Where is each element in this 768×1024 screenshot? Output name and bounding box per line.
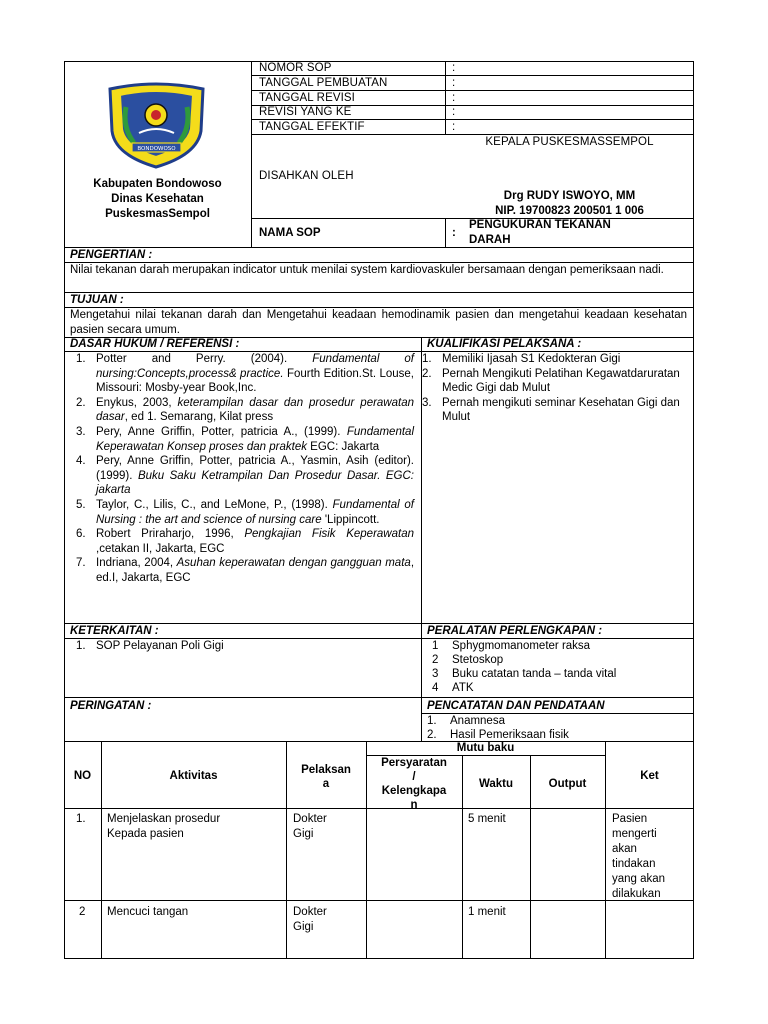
bondowoso-logo (104, 81, 209, 169)
peringatan-title: PERINGATAN : (70, 700, 152, 712)
col-header-pelaksana-1: Pelaksan (301, 764, 351, 776)
field-label-tanggal-efektif: TANGGAL EFEKTIF (259, 121, 365, 133)
field-label-tanggal-pembuatan: TANGGAL PEMBUATAN (259, 77, 388, 89)
row1-no: 1. (76, 813, 86, 825)
kepala-puskesmas: KEPALA PUSKESMASSEMPOL (485, 136, 654, 148)
pencatatan-item-text: Anamnesa (450, 715, 505, 727)
reference-title: keterampilan dasar dan prosedur perawatan dasar (96, 396, 414, 424)
pengertian-title: PENGERTIAN : (70, 249, 153, 261)
field-value-revisi-yang-ke: : (452, 106, 456, 118)
reference-publisher: Fourth Edition.St. Louse, Missouri: Mosby-year Book,Inc. (96, 367, 414, 395)
tujuan-title: TUJUAN : (70, 294, 124, 306)
reference-item (68, 396, 414, 425)
pencatatan-item-number: 1. (427, 715, 437, 727)
nama-sop-title-line2: DARAH (469, 234, 511, 246)
table-row-line (64, 900, 694, 901)
reference-number: 5. (76, 498, 86, 511)
signer-name: Drg RUDY ISWOYO, MM (503, 190, 636, 202)
peralatan-item-text: Sphygmomanometer raksa (452, 640, 591, 652)
row2-no: 2 (79, 906, 86, 918)
peralatan-item-number: 2 (432, 654, 439, 666)
col-header-persyaratan-1: Persyaratan (381, 757, 447, 769)
col-header-output: Output (548, 778, 587, 790)
nama-sop-title-line1: PENGUKURAN TEKANAN (469, 219, 611, 231)
reference-number: 1. (76, 353, 86, 365)
field-value-tanggal-efektif: : (452, 121, 456, 133)
field-label-revisi-yang-ke: REVISI YANG KE (259, 106, 352, 118)
kualifikasi-number: 3. (422, 396, 432, 409)
nama-sop-colon: : (452, 227, 456, 239)
header-divider-logo (251, 61, 252, 247)
reference-title: Asuhan keperawatan dengan gangguan mata (176, 557, 411, 570)
reference-publisher: EGC: Jakarta (306, 440, 380, 453)
row1-ket-line: akan (612, 843, 637, 855)
peralatan-item-number: 1 (432, 640, 439, 652)
reference-publisher: 'Lippincott. (321, 513, 380, 526)
peralatan-item-number: 3 (432, 668, 439, 680)
pencatatan-title: PENCATATAN DAN PENDATAAN (427, 700, 605, 712)
reference-number: 7. (76, 557, 86, 570)
reference-number: 3. (76, 425, 86, 438)
row1-pelaksana-line1: Dokter (293, 813, 327, 825)
row2-pelaksana-line2: Gigi (293, 921, 314, 933)
disahkan-oleh-label: DISAHKAN OLEH (259, 170, 354, 182)
org-name-line1: Kabupaten Bondowoso (93, 178, 222, 190)
pencatatan-item-number: 2. (427, 729, 437, 741)
reference-number: 6. (76, 528, 86, 541)
kualifikasi-number: 1. (422, 353, 432, 365)
reference-list (68, 352, 414, 586)
border-bottom (64, 958, 694, 959)
row1-waktu: 5 menit (468, 813, 506, 825)
section-line (64, 292, 694, 293)
col-header-persyaratan-4: n (410, 799, 418, 811)
row1-aktivitas-line2: Kepada pasien (107, 828, 184, 840)
reference-text: Potter and Perry. (2004). (96, 353, 313, 365)
header-divider-nama (445, 218, 446, 247)
col-header-aktivitas: Aktivitas (169, 770, 218, 782)
col-header-mutu-baku: Mutu baku (456, 742, 515, 754)
reference-text: Pery, Anne Griffin, Potter, patricia A., (1999). (96, 425, 347, 438)
peralatan-item-number: 4 (432, 682, 439, 694)
keterkaitan-title: KETERKAITAN : (70, 625, 159, 637)
peralatan-item-text: Buku catatan tanda – tanda vital (452, 668, 617, 680)
tujuan-text: Mengetahui nilai tekanan darah dan Mengetahui keadaan hemodinamik pasien dan mengetahui keadaan kesehatan pasien secara umum. (70, 309, 687, 336)
reference-item (68, 425, 414, 454)
field-label-nomor-sop: NOMOR SOP (259, 62, 332, 74)
field-value-tanggal-revisi: : (452, 92, 456, 104)
pengertian-text: Nilai tekanan darah merupakan indicator untuk menilai system kardiovaskuler bersamaan dengan pemeriksaan nadi. (70, 264, 664, 276)
col-header-ket: Ket (640, 770, 659, 782)
reference-text: Pery, Anne Griffin, Potter, patricia A., Yasmin, Asih (editor). (1999). (96, 455, 414, 482)
row1-ket-line: mengerti (612, 828, 657, 840)
org-name-line3: PuskesmasSempol (105, 208, 210, 220)
row2-aktivitas: Mencuci tangan (107, 906, 189, 918)
logo-text: BONDOWOSO (137, 146, 176, 152)
peralatan-item-text: Stetoskop (452, 654, 504, 666)
row2-waktu: 1 menit (468, 906, 506, 918)
peralatan-item-text: ATK (452, 682, 474, 694)
reference-publisher: ,cetakan II, Jakarta, EGC (96, 542, 225, 555)
reference-title: Fundamental of Nursing : the art and science of nursing care (96, 498, 414, 526)
peralatan-title: PERALATAN PERLENGKAPAN : (427, 625, 603, 637)
reference-text: Enykus, 2003, (96, 396, 178, 409)
row1-pelaksana-line2: Gigi (293, 828, 314, 840)
reference-item (68, 556, 414, 585)
kualifikasi-item (422, 367, 686, 396)
kualifikasi-list (422, 352, 686, 425)
pencatatan-item-text: Hasil Pemeriksaan fisik (450, 729, 569, 741)
keterkaitan-item-number: 1. (76, 640, 86, 652)
field-value-nomor-sop: : (452, 62, 456, 74)
row1-ket-line: dilakukan (612, 888, 661, 900)
nama-sop-label: NAMA SOP (259, 227, 321, 239)
reference-number: 2. (76, 396, 86, 409)
col-header-persyaratan-2: / (412, 771, 416, 783)
kualifikasi-text: Pernah mengikuti seminar Kesehatan Gigi dan Mulut (442, 396, 680, 424)
reference-text: Indriana, 2004, (96, 557, 177, 570)
keterkaitan-item-text: SOP Pelayanan Poli Gigi (96, 640, 224, 652)
row1-ket-line: tindakan (612, 858, 656, 870)
reference-publisher: , ed 1. Semarang, Kilat press (124, 411, 274, 424)
col-header-waktu: Waktu (478, 778, 514, 790)
col-header-no: NO (73, 770, 92, 782)
kualifikasi-number: 2. (422, 367, 432, 380)
dasar-hukum-title: DASAR HUKUM / REFERENSI : (70, 338, 240, 350)
reference-title: Buku Saku Ketrampilan Dan Prosedur Dasar. EGC: jakarta (96, 469, 414, 497)
kualifikasi-text: Memiliki Ijasah S1 Kedokteran Gigi (442, 353, 621, 365)
reference-item (68, 498, 414, 527)
kualifikasi-text: Pernah Mengikuti Pelatihan Kegawatdaruratan Medic Gigi dab Mulut (442, 367, 680, 395)
kualifikasi-item (422, 396, 686, 425)
reference-item (68, 352, 414, 396)
reference-title: Fundamental Keperawatan Konsep proses dan praktek (96, 425, 414, 453)
header-divider-fields (445, 61, 446, 134)
field-value-tanggal-pembuatan: : (452, 77, 456, 89)
reference-text: Robert Priraharjo, 1996, (96, 528, 245, 541)
reference-item (68, 527, 414, 556)
border-top (64, 61, 694, 62)
kualifikasi-item (422, 352, 686, 367)
col-header-persyaratan-3: Kelengkapa (381, 785, 447, 797)
col-header-pelaksana-2: a (322, 778, 330, 790)
reference-number: 4. (76, 455, 86, 468)
kualifikasi-title: KUALIFIKASI PELAKSANA : (427, 338, 582, 350)
signer-nip: NIP. 19700823 200501 1 006 (495, 205, 644, 217)
reference-text: Taylor, C., Lilis, C., and LeMone, P., (1998). (96, 498, 333, 511)
row1-aktivitas-line1: Menjelaskan prosedur (107, 813, 221, 825)
row1-ket-line: yang akan (612, 873, 666, 885)
field-label-tanggal-revisi: TANGGAL REVISI (259, 92, 355, 104)
reference-title: Fundamental of nursing:Concepts,process& practice. (96, 353, 414, 380)
reference-title: Pengkajian Fisik Keperawatan (244, 528, 414, 541)
section-line (64, 697, 694, 698)
reference-item (68, 454, 414, 498)
reference-publisher: , ed.I, Jakarta, EGC (96, 557, 415, 584)
sop-document (64, 61, 694, 959)
row1-ket-line: Pasien (612, 813, 648, 825)
row2-pelaksana-line1: Dokter (293, 906, 327, 918)
org-name-line2: Dinas Kesehatan (111, 193, 204, 205)
header-bottom-line (64, 247, 694, 248)
